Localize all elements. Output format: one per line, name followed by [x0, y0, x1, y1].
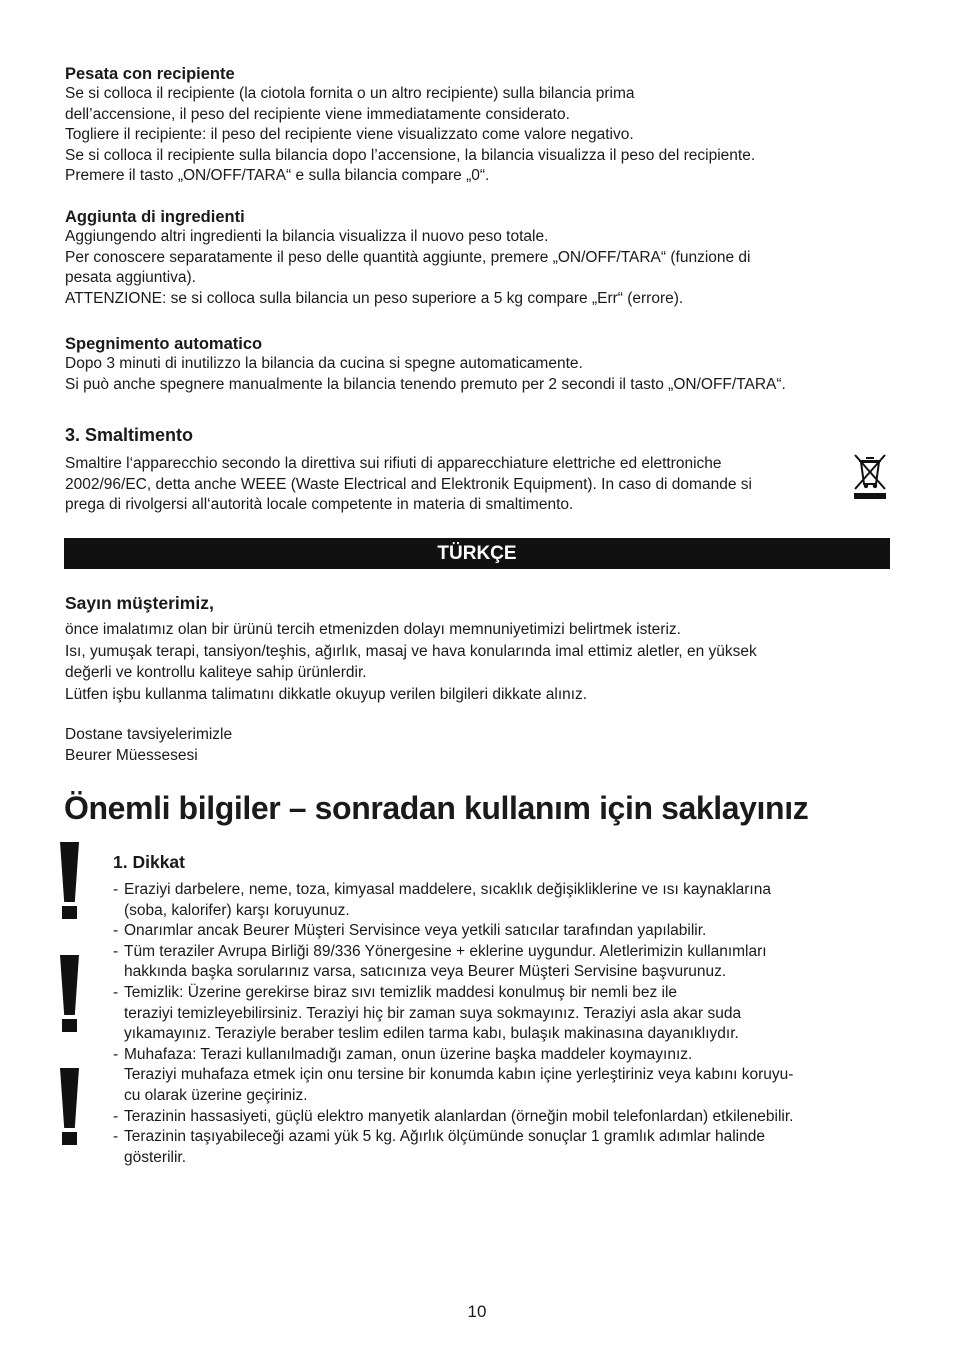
page-title: Önemli bilgiler – sonradan kullanım için saklayınız	[64, 790, 809, 826]
section-smaltimento	[65, 424, 890, 516]
text-line: gösterilir.	[124, 1148, 187, 1166]
section-spegnimento	[65, 334, 890, 395]
dikkat-heading: 1. Dikkat	[113, 852, 185, 872]
bullet-dash: -	[113, 1128, 119, 1146]
text-line: Beurer Müessesesi	[65, 746, 198, 764]
page-number: 10	[467, 1302, 487, 1321]
text-line: cu olarak üzerine geçiriniz.	[124, 1086, 308, 1104]
paragraph-spegnimento	[65, 354, 890, 395]
heading-pesata: Pesata con recipiente	[65, 65, 235, 83]
paragraph-smaltimento	[65, 454, 890, 516]
text-line: Se si colloca il recipiente (la ciotola fornita o un altro recipiente) sulla bilancia prima	[65, 85, 635, 102]
heading-spegnimento: Spegnimento automatico	[65, 335, 263, 353]
list-item	[113, 880, 893, 921]
text-line: 2002/96/EC, detta anche WEEE (Waste Electrical and Elektronik Equipment). In caso di domande si	[65, 475, 752, 493]
text-line: Teraziyi muhafaza etmek için onu tersine bir konumda kabın içine yerleştiriniz veya kabını koruyu-	[124, 1066, 794, 1084]
bullet-dash: -	[113, 942, 119, 960]
bullet-dash: -	[113, 1045, 119, 1063]
text-line: Temizlik: Üzerine gerekirse biraz sıvı temizlik maddesi konulmuş bir nemli bez ile	[124, 983, 678, 1001]
bullet-dash: -	[113, 881, 119, 898]
language-section-bar: TÜRKÇE	[64, 538, 890, 569]
text-line: önce imalatımız olan bir ürünü tercih etmenizden dolayı memnuniyetimizi belirtmek isteriz.	[65, 621, 681, 638]
text-line: Si può anche spegnere manualmente la bilancia tenendo premuto per 2 secondi il tasto „ON/OFF/TARA“.	[65, 375, 786, 393]
bullet-dash: -	[113, 1107, 119, 1125]
text-line: prega di rivolgersi all‘autorità locale competente in materia di smaltimento.	[65, 496, 574, 514]
text-line: hakkında başka sorularınız varsa, satıcınıza veya Beurer Müşteri Servisine başvurunuz.	[124, 963, 727, 981]
list-item	[113, 983, 893, 1045]
text-line: değerli ve kontrollu kaliteye sahip ürünlerdir.	[65, 664, 367, 682]
text-line: Muhafaza: Terazi kullanılmadığı zaman, onun üzerine başka maddeler koymayınız.	[124, 1045, 693, 1063]
text-line: Eraziyi darbelere, neme, toza, kimyasal maddelere, sıcaklık değişikliklerine ve ısı kaynaklarına	[124, 881, 771, 898]
text-line: Togliere il recipiente: il peso del recipiente viene visualizzato come valore negativo.	[65, 126, 634, 144]
text-line: pesata aggiuntiva).	[65, 269, 196, 287]
text-line: Terazinin hassasiyeti, güçlü elektro manyetik alanlardan (örneğin mobil telefonlardan) etkilenebilir.	[124, 1107, 794, 1125]
intro-paragraph	[65, 619, 890, 706]
list-item	[113, 1107, 893, 1128]
text-line: Isı, yumuşak terapi, tansiyon/teşhis, ağırlık, masaj ve hava konularında imal ettimiz aletler, en yüksek	[65, 642, 757, 660]
list-item	[113, 1127, 893, 1168]
text-line: (soba, kalorifer) karşı koruyunuz.	[124, 901, 350, 919]
text-line: Onarımlar ancak Beurer Müşteri Servisince veya yetkili satıcılar tarafından yapılabilir.	[124, 922, 707, 940]
dikkat-bullet-list	[113, 880, 893, 1168]
text-line: Per conoscere separatamente il peso delle quantità aggiunte, premere „ON/OFF/TARA“ (funzione di	[65, 248, 751, 266]
closing-signature	[65, 725, 890, 766]
text-line: Smaltire l‘apparecchio secondo la direttiva sui rifiuti di apparecchiature elettriche ed elettroniche	[65, 455, 722, 472]
section-pesata	[65, 64, 890, 187]
heading-aggiunta: Aggiunta di ingredienti	[65, 208, 245, 226]
list-item	[113, 942, 893, 983]
text-line: Tüm teraziler Avrupa Birliği 89/336 Yönergesine + eklerine uygundur. Aletlerimizin kullanımları	[124, 942, 767, 960]
list-item	[113, 1045, 893, 1107]
greeting-heading: Sayın müşterimiz,	[65, 593, 214, 613]
text-line: Aggiungendo altri ingredienti la bilancia visualizza il nuovo peso totale.	[65, 228, 549, 245]
text-line: Terazinin taşıyabileceği azami yük 5 kg. Ağırlık ölçümünde sonuçlar 1 gramlık adımlar halinde	[124, 1128, 765, 1146]
list-item	[113, 921, 893, 942]
heading-smaltimento: 3. Smaltimento	[65, 425, 194, 445]
section-turkish-intro	[65, 592, 890, 706]
text-line: Dopo 3 minuti di inutilizzo la bilancia da cucina si spegne automaticamente.	[65, 355, 583, 372]
text-line: dell’accensione, il peso del recipiente viene immediatamente considerato.	[65, 105, 570, 123]
text-line: yıkamayınız. Teraziyle beraber teslim edilen tarma kabı, bulaşık makinasına dayanıklıydır.	[124, 1025, 739, 1043]
text-line: Lütfen işbu kullanma talimatını dikkatle okuyup verilen bilgileri dikkate alınız.	[65, 686, 588, 704]
text-line: ATTENZIONE: se si colloca sulla bilancia un peso superiore a 5 kg compare „Err“ (errore).	[65, 289, 684, 307]
text-line: Se si colloca il recipiente sulla bilancia dopo l’accensione, la bilancia visualizza il peso del recipiente.	[65, 146, 756, 164]
crossed-out-wheelie-bin-icon	[851, 452, 889, 500]
paragraph-aggiunta	[65, 227, 890, 309]
paragraph-pesata	[65, 84, 890, 187]
text-line: teraziyi temizleyebilirsiniz. Teraziyi hiç bir zaman suya sokmayınız. Teraziyi asla akar suda	[124, 1004, 742, 1022]
bullet-dash: -	[113, 983, 119, 1001]
text-line: Dostane tavsiyelerimizle	[65, 726, 233, 743]
section-aggiunta	[65, 207, 890, 309]
bullet-dash: -	[113, 922, 119, 940]
text-line: Premere il tasto „ON/OFF/TARA“ e sulla bilancia compare „0“.	[65, 167, 490, 185]
